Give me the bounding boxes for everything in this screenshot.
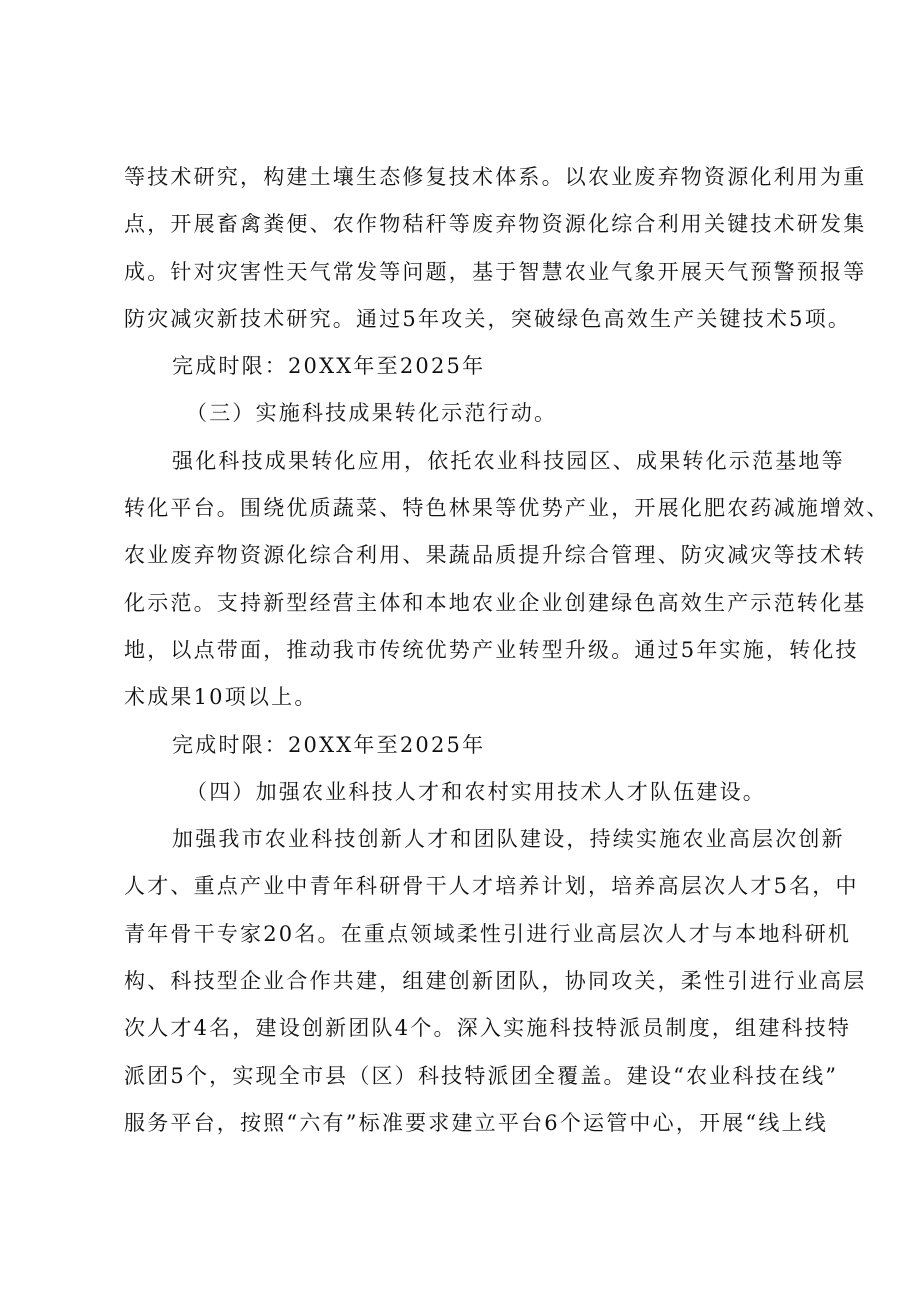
document-body (124, 154, 890, 1147)
body-line: 构、科技型企业合作共建，组建创新团队，协同攻关，柔性引进行业高层 (124, 969, 867, 994)
body-line: 地，以点带面，推动我市传统优势产业转型升级。通过5年实施，转化技 (124, 637, 859, 662)
body-line: 防灾减灾新技术研究。通过5年攻关，突破绿色高效生产关键技术5项。 (124, 306, 852, 331)
body-line: 农业废弃物资源化综合利用、果蔬品质提升综合管理、防灾减灾等技术转 (124, 543, 867, 568)
deadline-line: 完成时限：20XX年至2025年 (172, 354, 486, 379)
body-line: 等技术研究，构建土壤生态修复技术体系。以农业废弃物资源化利用为重 (124, 165, 867, 189)
body-line: 派团5个，实现全市县（区）科技特派团全覆盖。建设“农业科技在线” (124, 1063, 839, 1088)
section-heading: （三）实施科技成果转化示范行动。 (186, 401, 558, 426)
body-line: 次人才4名，建设创新团队4个。深入实施科技特派员制度，组建科技特 (124, 1016, 852, 1041)
body-line: 转化平台。围绕优质蔬菜、特色林果等优势产业，开展化肥农药减施增效、 (124, 496, 890, 521)
paragraph-first-line: 强化科技成果转化应用，依托农业科技园区、成果转化示范基地等 (172, 448, 845, 473)
body-line: 术成果10项以上。 (124, 685, 318, 710)
body-line: 点，开展畜禽粪便、农作物秸秆等废弃物资源化综合利用关键技术研发集 (124, 212, 867, 237)
body-line: 青年骨干专家20名。在重点领域柔性引进行业高层次人才与本地科研机 (124, 921, 852, 946)
deadline-line: 完成时限：20XX年至2025年 (172, 732, 486, 757)
body-line: 人才、重点产业中青年科研骨干人才培养计划，培养高层次人才5名，中 (124, 874, 859, 899)
section-heading: （四）加强农业科技人才和农村实用技术人才队伍建设。 (186, 779, 766, 804)
body-line: 服务平台，按照“六有”标准要求建立平台6个运管中心，开展“线上线 (124, 1110, 828, 1135)
paragraph-first-line: 加强我市农业科技创新人才和团队建设，持续实施农业高层次创新 (172, 827, 845, 852)
body-line: 化示范。支持新型经营主体和本地农业企业创建绿色高效生产示范转化基 (124, 590, 867, 615)
body-line: 成。针对灾害性天气常发等问题，基于智慧农业气象开展天气预警预报等 (124, 259, 867, 284)
